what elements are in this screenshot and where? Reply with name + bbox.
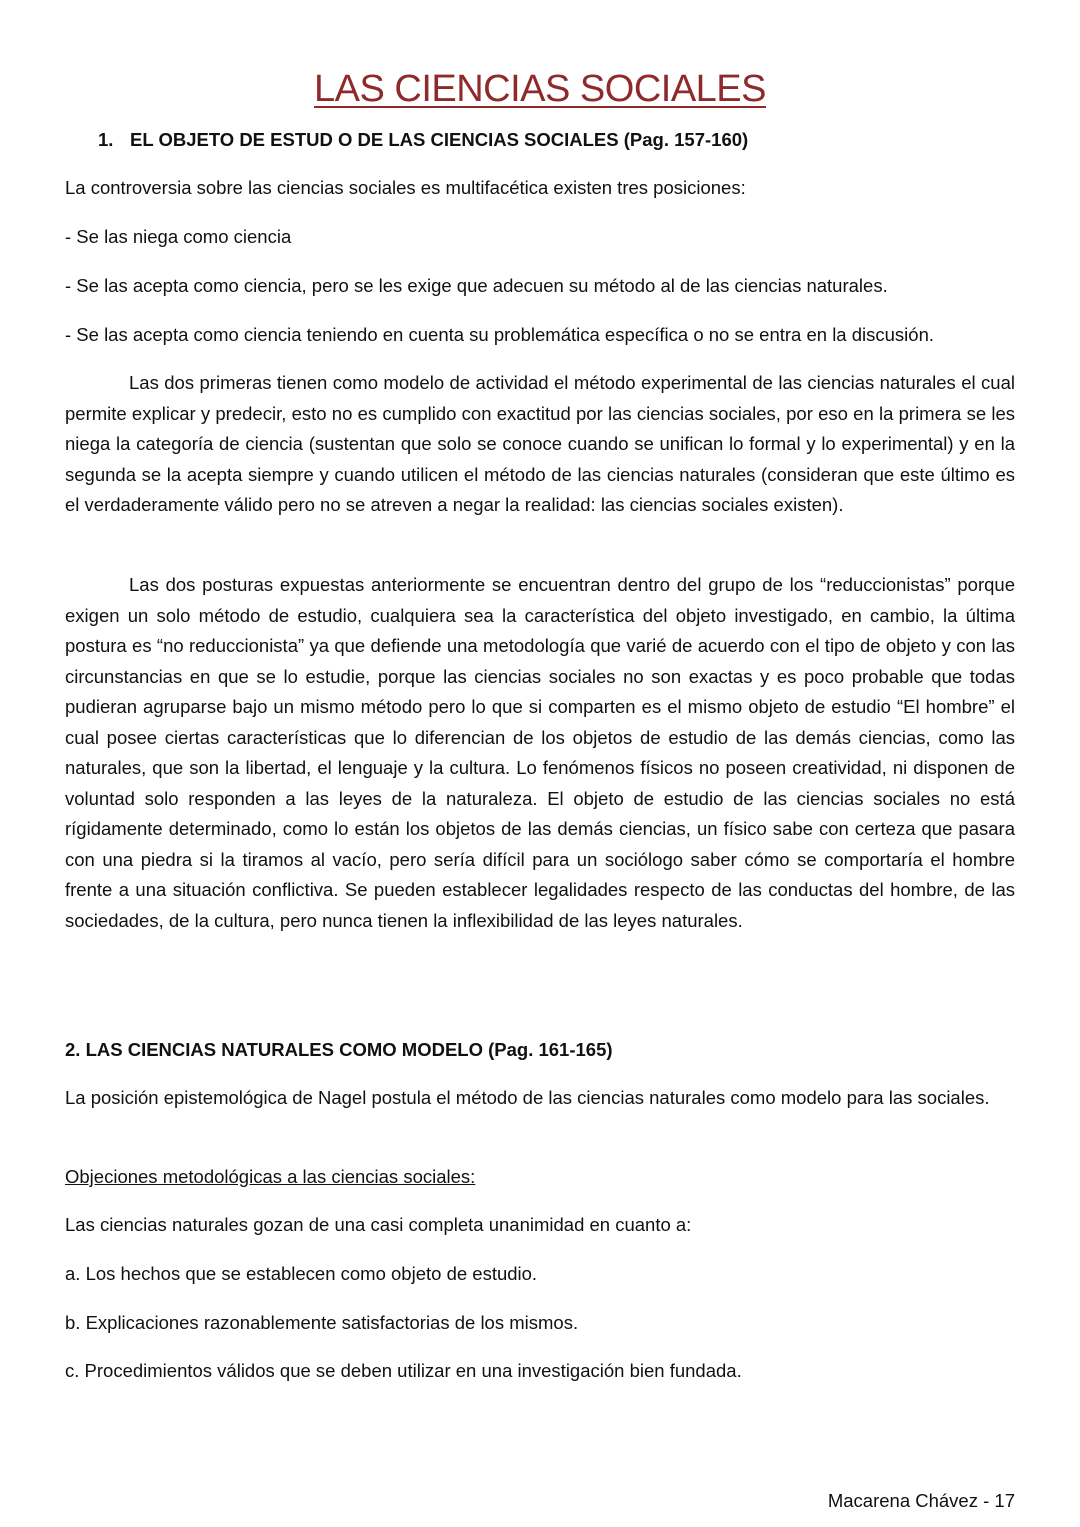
section1-paragraph-2: Las dos posturas expuestas anteriormente se encuentran dentro del grupo de los “reduccionistas” porque exigen un solo método de estudio, cualquiera sea la característica del objeto investigado, en cambio, la última postura es “no reduccionista” ya que defiende una metodología que varié de acuerdo con el tipo de objeto y con las circunstancias en que se lo estudie, porque las ciencias sociales no son exactas y es poco probable que todas pudieran agruparse bajo un mismo método pero lo que si comparten es el mismo objeto de estudio “El hombre” el cual posee ciertas características que lo diferencian de los objetos de estudio de las demás ciencias, como las naturales, que son la libertad, el lenguaje y la cultura. Lo fenómenos físicos no poseen creatividad, ni disponen de voluntad solo responden a las leyes de la naturaleza. El objeto de estudio de las ciencias sociales no está rígidamente determinado, como lo están los objetos de las demás ciencias, un físico sabe con certeza que pasara con una piedra si la tiramos al vacío, pero sería difícil para un sociólogo saber cómo se comportaría el hombre frente a una situación conflictiva. Se pueden establecer legalidades respecto de las conductas del hombre, de las sociedades, de la cultura, pero nunca tienen la inflexibilidad de las leyes naturales. — [65, 574, 1015, 931]
position-item-3: - Se las acepta como ciencia teniendo en cuenta su problemática específica o no se entra en la discusión. — [65, 324, 934, 345]
section1-number: 1. — [98, 129, 114, 150]
section2-subheading: Objeciones metodológicas a las ciencias sociales: — [65, 1166, 476, 1187]
section2-heading: 2. LAS CIENCIAS NATURALES COMO MODELO (Pag. 161-165) — [65, 1039, 613, 1060]
list-item-a: a. Los hechos que se establecen como objeto de estudio. — [65, 1263, 538, 1284]
position-item-2: - Se las acepta como ciencia, pero se les exige que adecuen su método al de las ciencias naturales. — [65, 275, 888, 296]
section1-heading — [98, 125, 998, 156]
section2-intro: La posición epistemológica de Nagel postula el método de las ciencias naturales como modelo para las sociales. — [65, 1087, 990, 1108]
section1-intro: La controversia sobre las ciencias sociales es multifacética existen tres posiciones: — [65, 177, 746, 198]
section1-heading-text: EL OBJETO DE ESTUD O DE LAS CIENCIAS SOCIALES (Pag. 157-160) — [130, 129, 749, 150]
section1-paragraph-1: Las dos primeras tienen como modelo de actividad el método experimental de las ciencias naturales el cual permite explicar y predecir, esto no es cumplido con exactitud por las ciencias sociales, por eso en la primera se les niega la categoría de ciencia (sustentan que solo se conoce cuando se unifican lo formal y lo experimental) y en la segunda se la acepta siempre y cuando utilicen el método de las ciencias naturales (consideran que este último es el verdaderamente válido pero no se atreven a negar la realidad: las ciencias sociales existen). — [65, 372, 1015, 515]
position-item-1: - Se las niega como ciencia — [65, 226, 292, 247]
list-item-b: b. Explicaciones razonablemente satisfactorias de los mismos. — [65, 1312, 579, 1333]
list-item-c: c. Procedimientos válidos que se deben utilizar en una investigación bien fundada. — [65, 1360, 742, 1381]
page-footer: Macarena Chávez - 17 — [827, 1490, 1015, 1511]
page-title: LAS CIENCIAS SOCIALES — [314, 68, 766, 110]
section2-lead: Las ciencias naturales gozan de una casi completa unanimidad en cuanto a: — [65, 1214, 692, 1235]
